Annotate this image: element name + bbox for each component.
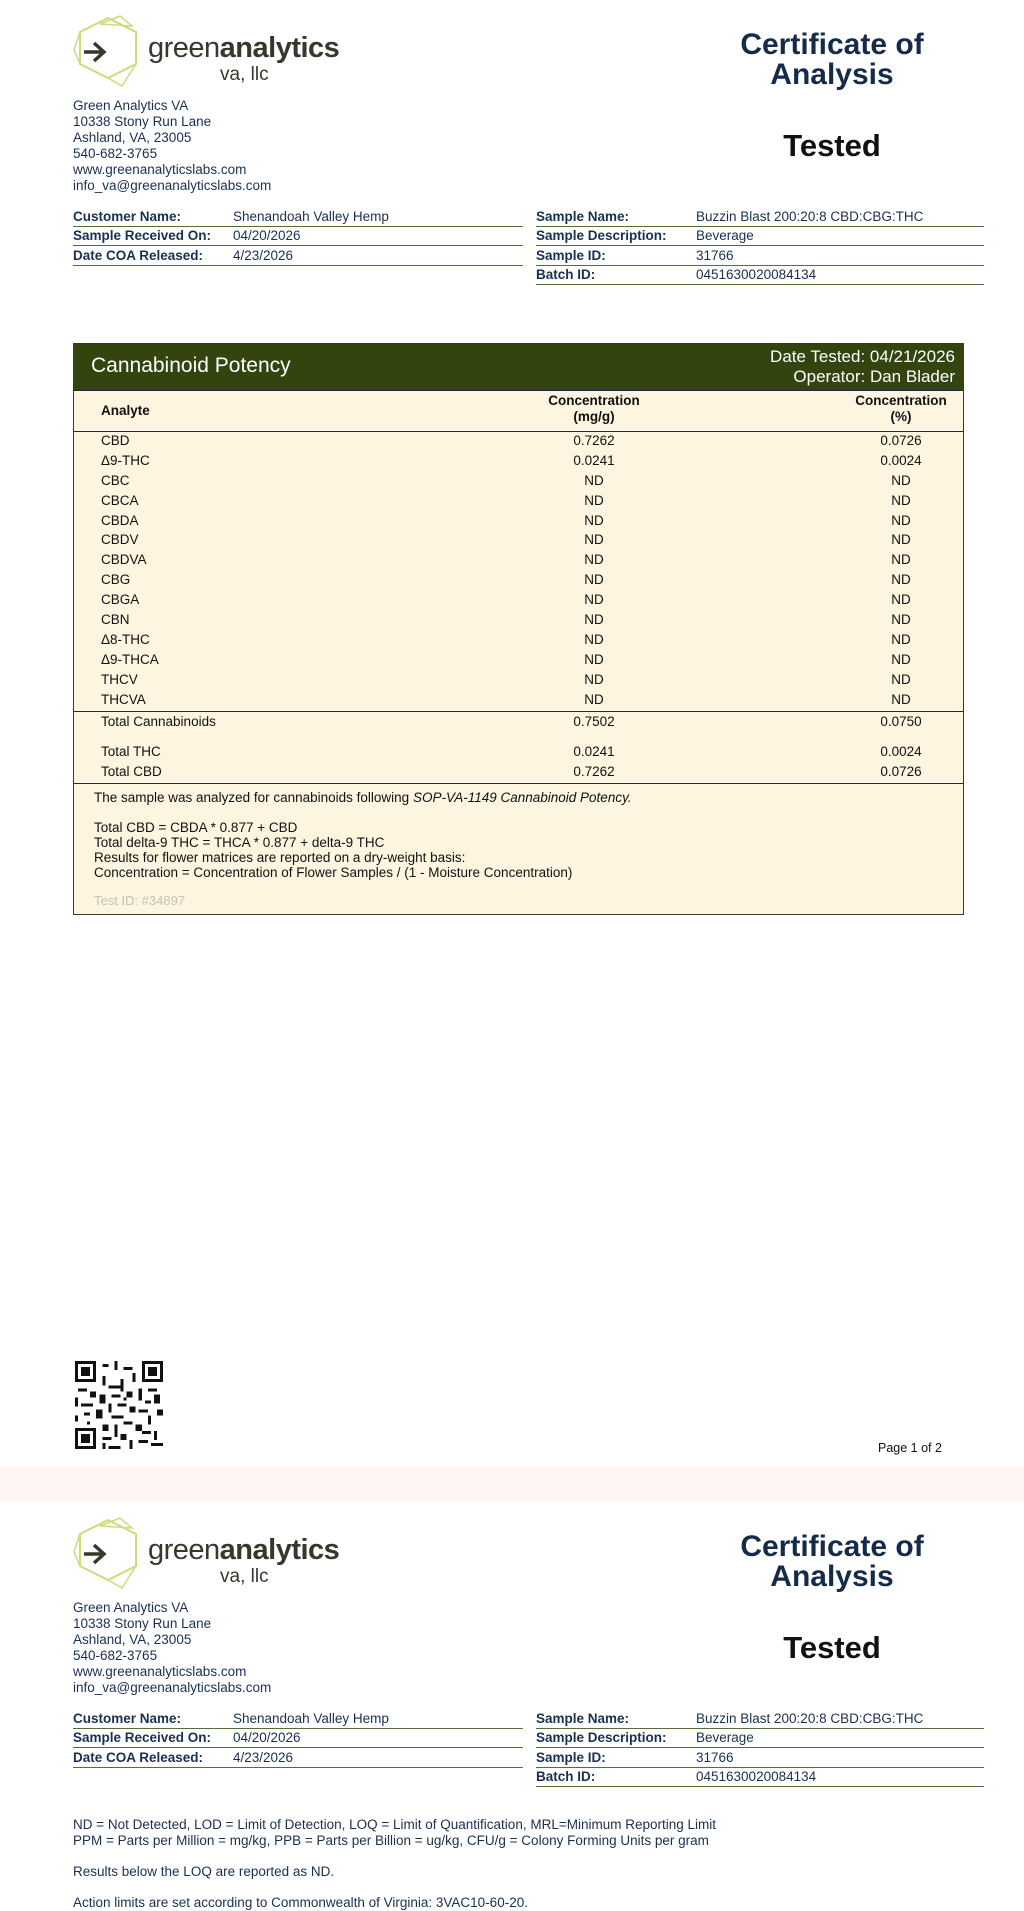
cell-analyte: Total CBD — [101, 764, 162, 779]
cell-pct: 0.0024 — [880, 453, 922, 468]
cell-analyte: Δ8-THC — [101, 632, 150, 647]
cell-pct: ND — [891, 592, 911, 607]
test-status: Tested — [783, 1630, 881, 1665]
column-header-mg: Concentration (mg/g) — [548, 393, 640, 424]
company-logo — [70, 14, 350, 94]
cell-pct: ND — [891, 552, 911, 567]
cell-analyte: CBDVA — [101, 552, 147, 567]
address-line: 10338 Stony Run Lane — [73, 114, 212, 129]
divider — [74, 711, 963, 712]
cell-analyte: CBGA — [101, 592, 140, 607]
address-line: Green Analytics VA — [73, 1600, 189, 1615]
document-title: Certificate of Analysis — [740, 28, 924, 91]
abbreviation-legend: ND = Not Detected, LOD = Limit of Detection, LOQ = Limit of Quantification, MRL=Minimum Reporting Limit PPM = Parts per Million = mg/kg, PPB = Parts per Billion = ug/kg, CFU/g = Colony Forming Units per gram — [73, 1817, 717, 1848]
email-link[interactable]: info_va@greenanalyticslabs.com — [73, 1680, 272, 1695]
cell-mg: 0.0241 — [573, 744, 615, 759]
cell-mg: ND — [584, 572, 604, 587]
cell-analyte: Total THC — [101, 744, 161, 759]
cell-mg: ND — [584, 493, 604, 508]
cell-analyte: CBN — [101, 612, 130, 627]
page-number: Page 1 of 2 — [878, 1441, 942, 1455]
cell-mg: ND — [584, 612, 604, 627]
info-row: Sample ID: 31766 — [536, 246, 984, 266]
cell-pct: ND — [891, 672, 911, 687]
cell-mg: 0.7502 — [573, 714, 615, 729]
website-link[interactable]: www.greenanalyticslabs.com — [73, 162, 247, 177]
cell-pct: ND — [891, 532, 911, 547]
divider — [74, 390, 963, 391]
formula-line: Total delta-9 THC = THCA * 0.877 + delta-9 THC — [94, 835, 385, 850]
company-address — [73, 98, 271, 194]
cell-analyte: CBG — [101, 572, 131, 587]
logo-wordmark: greenanalytics — [148, 32, 340, 64]
phone-number: 540-682-3765 — [73, 1648, 158, 1663]
cell-analyte: CBDV — [101, 532, 139, 547]
cell-pct: ND — [891, 652, 911, 667]
cannabinoid-potency-panel — [73, 343, 964, 915]
potency-title: Cannabinoid Potency — [91, 354, 291, 377]
cell-mg: ND — [584, 592, 604, 607]
cell-pct: 0.0750 — [880, 714, 922, 729]
cell-mg: ND — [584, 532, 604, 547]
cell-analyte: THCVA — [101, 692, 146, 707]
info-row: Customer Name: Shenandoah Valley Hemp — [73, 1709, 523, 1729]
cell-analyte: Δ9-THCA — [101, 652, 159, 667]
loq-note: Results below the LOQ are reported as ND. — [73, 1864, 335, 1879]
column-header-analyte: Analyte — [101, 403, 150, 418]
cell-pct: ND — [891, 612, 911, 627]
phone-number: 540-682-3765 — [73, 146, 158, 161]
cell-analyte: CBDA — [101, 513, 139, 528]
info-row: Batch ID: 0451630020084134 — [536, 266, 984, 286]
website-link[interactable]: www.greenanalyticslabs.com — [73, 1664, 247, 1679]
divider — [74, 431, 963, 432]
cell-analyte: Δ9-THC — [101, 453, 150, 468]
address-line: Ashland, VA, 23005 — [73, 130, 192, 145]
cell-analyte: CBC — [101, 473, 130, 488]
cell-mg: ND — [584, 692, 604, 707]
document-title: Certificate of Analysis — [740, 1530, 924, 1593]
logo-subtitle: va, llc — [220, 64, 269, 85]
cell-mg: 0.7262 — [573, 433, 615, 448]
sample-info-table — [536, 207, 984, 285]
sample-info-table — [536, 1709, 984, 1787]
formula-line: Concentration = Concentration of Flower Samples / (1 - Moisture Concentration) — [94, 865, 573, 880]
potency-header — [74, 344, 963, 390]
address-line: Green Analytics VA — [73, 98, 189, 113]
potency-notes — [94, 790, 632, 880]
column-header-pct: Concentration (%) — [855, 393, 947, 424]
operator: Operator: Dan Blader — [793, 367, 955, 386]
info-row: Customer Name: Shenandoah Valley Hemp — [73, 207, 523, 227]
info-row: Sample Received On: 04/20/2026 — [73, 227, 523, 247]
info-row: Sample Description: Beverage — [536, 227, 984, 247]
action-limits-note: Action limits are set according to Commonwealth of Virginia: 3VAC10-60-20. — [73, 1895, 528, 1910]
info-row: Batch ID: 0451630020084134 — [536, 1768, 984, 1788]
cell-mg: ND — [584, 632, 604, 647]
cell-mg: ND — [584, 552, 604, 567]
address-line: 10338 Stony Run Lane — [73, 1616, 212, 1631]
cell-pct: ND — [891, 692, 911, 707]
cell-pct: ND — [891, 493, 911, 508]
info-row: Sample Received On: 04/20/2026 — [73, 1729, 523, 1749]
cell-pct: 0.0024 — [880, 744, 922, 759]
cell-pct: 0.0726 — [880, 764, 922, 779]
email-link[interactable]: info_va@greenanalyticslabs.com — [73, 178, 272, 193]
divider — [74, 783, 963, 784]
cell-analyte: CBD — [101, 433, 130, 448]
cell-analyte: THCV — [101, 672, 138, 687]
cell-analyte: CBCA — [101, 493, 139, 508]
logo-subtitle: va, llc — [220, 1566, 269, 1587]
coa-page-2 — [0, 1502, 1024, 1911]
method-note: The sample was analyzed for cannabinoids following SOP-VA-1149 Cannabinoid Potency. — [94, 790, 632, 805]
date-tested: Date Tested: 04/21/2026 — [770, 347, 955, 366]
cell-mg: ND — [584, 652, 604, 667]
logo-wordmark: greenanalytics — [148, 1534, 340, 1566]
info-row: Sample Name: Buzzin Blast 200:20:8 CBD:CBG:THC — [536, 207, 984, 227]
test-id: Test ID: #34897 — [94, 893, 186, 908]
cell-pct: ND — [891, 473, 911, 488]
cell-pct: 0.0726 — [880, 433, 922, 448]
customer-info-table — [73, 207, 523, 266]
cell-pct: ND — [891, 632, 911, 647]
cell-pct: ND — [891, 513, 911, 528]
qr-code-icon[interactable] — [75, 1361, 163, 1449]
company-address — [73, 1600, 271, 1696]
customer-info-table — [73, 1709, 523, 1768]
cell-pct: ND — [891, 572, 911, 587]
cell-mg: ND — [584, 513, 604, 528]
cell-mg: ND — [584, 672, 604, 687]
cell-mg: 0.7262 — [573, 764, 615, 779]
info-row: Sample Description: Beverage — [536, 1729, 984, 1749]
info-row: Sample ID: 31766 — [536, 1748, 984, 1768]
cell-mg: ND — [584, 473, 604, 488]
page-separator — [0, 1466, 1024, 1502]
test-status: Tested — [783, 128, 881, 163]
cell-mg: 0.0241 — [573, 453, 615, 468]
cell-analyte: Total Cannabinoids — [101, 714, 216, 729]
address-line: Ashland, VA, 23005 — [73, 1632, 192, 1647]
info-row: Date COA Released: 4/23/2026 — [73, 246, 523, 266]
info-row: Sample Name: Buzzin Blast 200:20:8 CBD:CBG:THC — [536, 1709, 984, 1729]
info-row: Date COA Released: 4/23/2026 — [73, 1748, 523, 1768]
formula-line: Results for flower matrices are reported on a dry-weight basis: — [94, 850, 466, 865]
potency-meta — [770, 347, 955, 387]
company-logo — [70, 1516, 350, 1596]
formula-line: Total CBD = CBDA * 0.877 + CBD — [94, 820, 298, 835]
